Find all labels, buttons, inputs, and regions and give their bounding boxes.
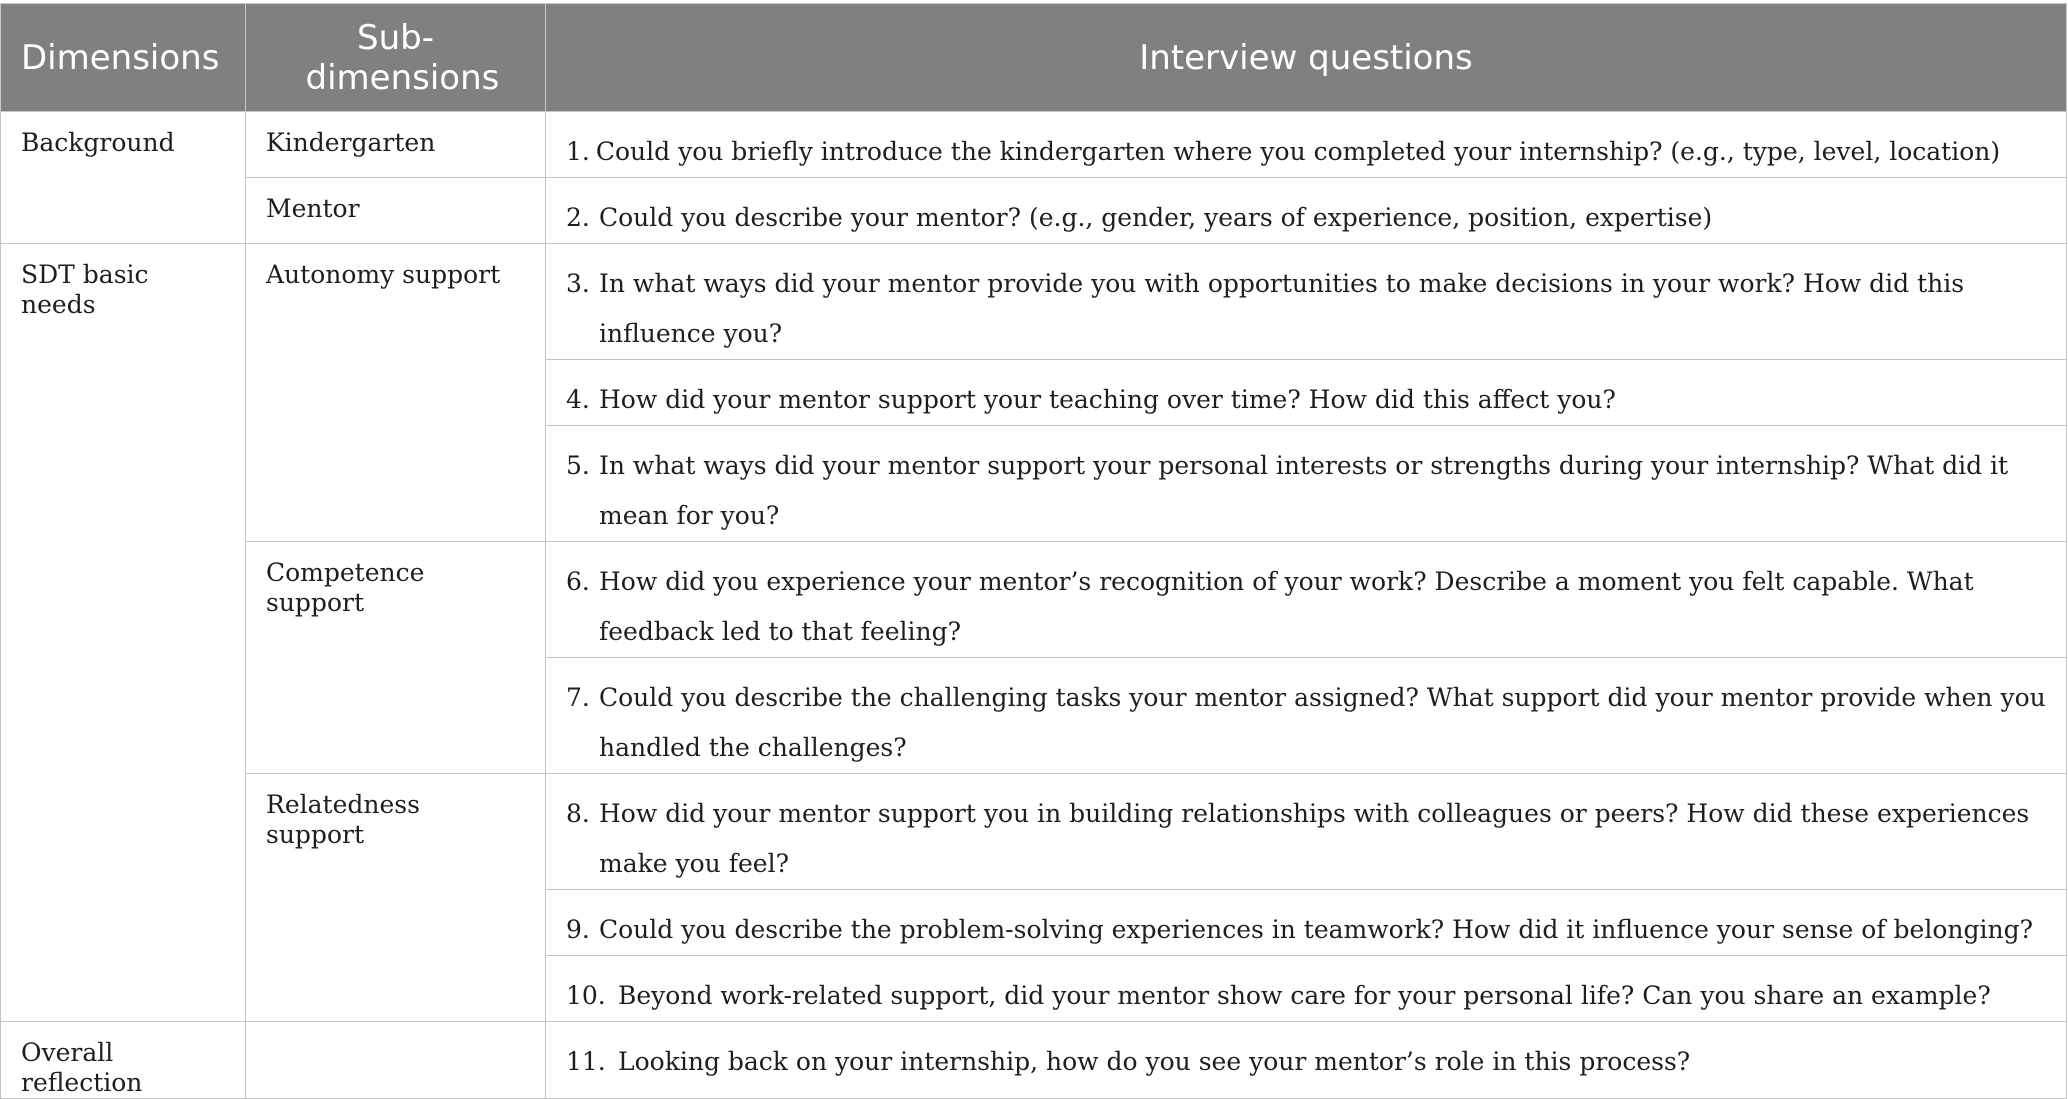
question-cell (546, 658, 2067, 774)
question-cell (546, 774, 2067, 890)
question-text: In what ways did your mentor support your personal interests or strengths during your internship? What did it mean for you? (599, 451, 2009, 530)
header-row (1, 4, 2067, 112)
question-number: 1. (566, 137, 590, 166)
question-cell (546, 426, 2067, 542)
question-cell (546, 244, 2067, 360)
question-cell (546, 1022, 2067, 1099)
question-number: 5. (566, 451, 590, 480)
sub-dimension-mentor: Mentor (246, 178, 546, 244)
question-cell (546, 112, 2067, 178)
question-cell (546, 956, 2067, 1022)
question-text: How did your mentor support your teaching over time? How did this affect you? (599, 385, 1616, 414)
header-dimensions: Dimensions (1, 4, 246, 112)
table-row (1, 112, 2067, 178)
question-text: How did you experience your mentor’s recognition of your work? Describe a moment you felt capable. What feedback led to that feeling? (599, 567, 1974, 646)
table-row (1, 1022, 2067, 1099)
interview-questions-table (0, 3, 2067, 1099)
question-cell (546, 360, 2067, 426)
table-row (1, 244, 2067, 360)
question-text: Could you describe the problem-solving experiences in teamwork? How did it influence your sense of belonging? (599, 915, 2033, 944)
question-text: How did your mentor support you in building relationships with colleagues or peers? How did these experiences make you feel? (599, 799, 2030, 878)
sub-dimension-competence: Competence support (246, 542, 546, 774)
dimension-sdt-basic-needs: SDT basic needs (1, 244, 246, 1022)
question-number: 2. (566, 203, 590, 232)
question-cell (546, 178, 2067, 244)
table-row (1, 178, 2067, 244)
dimension-background: Background (1, 112, 246, 244)
header-sub-dimensions (246, 4, 546, 112)
sub-dimension-autonomy: Autonomy support (246, 244, 546, 542)
dimension-overall-reflection: Overall reflection (1, 1022, 246, 1099)
sub-dimension-kindergarten: Kindergarten (246, 112, 546, 178)
question-cell (546, 542, 2067, 658)
sub-dimension-relatedness: Relatedness support (246, 774, 546, 1022)
question-text: Looking back on your internship, how do you see your mentor’s role in this process? (618, 1047, 1691, 1076)
header-interview-questions: Interview questions (546, 4, 2067, 112)
question-cell (546, 890, 2067, 956)
sub-dimension-empty (246, 1022, 546, 1099)
question-number: 8. (566, 799, 590, 828)
question-text: In what ways did your mentor provide you with opportunities to make decisions in your work? How did this influence you? (599, 269, 1965, 348)
question-number: 10. (566, 981, 606, 1010)
question-number: 4. (566, 385, 590, 414)
question-number: 9. (566, 915, 590, 944)
table-row (1, 542, 2067, 658)
question-text: Could you briefly introduce the kindergarten where you completed your internship? (e.g., type, level, location) (595, 137, 2001, 166)
question-number: 3. (566, 269, 590, 298)
question-text: Could you describe your mentor? (e.g., gender, years of experience, position, expertise) (599, 203, 1713, 232)
question-text: Could you describe the challenging tasks your mentor assigned? What support did your mentor provide when you handled the challenges? (599, 683, 2046, 762)
question-number: 7. (566, 683, 590, 712)
question-text: Beyond work-related support, did your mentor show care for your personal life? Can you share an example? (618, 981, 1991, 1010)
header-sub-dimensions-text: Sub-dimensions (305, 17, 500, 98)
question-number: 6. (566, 567, 590, 596)
question-number: 11. (566, 1047, 606, 1076)
table-row (1, 774, 2067, 890)
